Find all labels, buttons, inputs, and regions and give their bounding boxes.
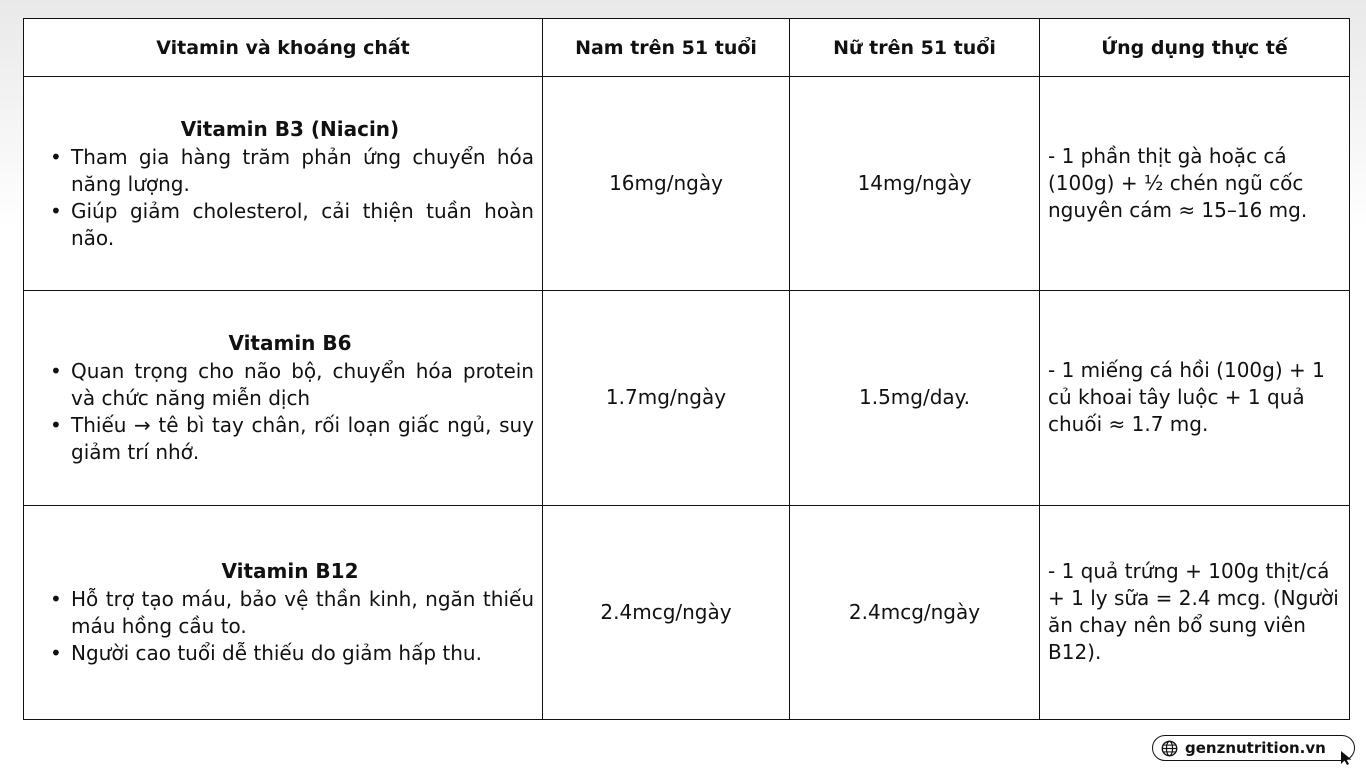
table-header-row (24, 19, 1350, 77)
vitamin-name: Vitamin B6 (228, 330, 352, 355)
application-text: - 1 phần thịt gà hoặc cá (100g) + ½ chén ngũ cốc nguyên cám ≈ 15–16 mg. (1040, 77, 1350, 291)
vitamin-cell (24, 77, 543, 291)
table-row (24, 77, 1350, 291)
vitamin-name: Vitamin B12 (221, 558, 359, 583)
application-text: - 1 quả trứng + 100g thịt/cá + 1 ly sữa = 2.4 mcg. (Người ăn chay nên bổ sung viên B12). (1040, 505, 1350, 719)
vitamin-points (46, 586, 534, 667)
male-value: 16mg/ngày (543, 77, 790, 291)
header-application: Ứng dụng thực tế (1040, 19, 1350, 77)
male-value: 2.4mcg/ngày (543, 505, 790, 719)
vitamin-point: • Tham gia hàng trăm phản ứng chuyển hóa năng lượng. (46, 144, 534, 198)
vitamin-point: • Hỗ trợ tạo máu, bảo vệ thần kinh, ngăn thiếu máu hồng cầu to. (46, 586, 534, 640)
vitamin-name: Vitamin B3 (Niacin) (180, 116, 400, 141)
vitamin-points (46, 144, 534, 252)
vitamin-point: • Thiếu → tê bì tay chân, rối loạn giấc ngủ, suy giảm trí nhớ. (46, 412, 534, 466)
female-value: 1.5mg/day. (790, 291, 1040, 505)
female-value: 2.4mcg/ngày (790, 505, 1040, 719)
male-value: 1.7mg/ngày (543, 291, 790, 505)
vitamin-points (46, 358, 534, 466)
website-url: genznutrition.vn (1185, 739, 1326, 757)
header-male: Nam trên 51 tuổi (543, 19, 790, 77)
globe-icon (1161, 740, 1178, 757)
vitamin-point: • Quan trọng cho não bộ, chuyển hóa protein và chức năng miễn dịch (46, 358, 534, 412)
vitamin-point: • Người cao tuổi dễ thiếu do giảm hấp thu. (46, 640, 534, 667)
vitamin-cell (24, 505, 543, 719)
vitamin-point: • Giúp giảm cholesterol, cải thiện tuần hoàn não. (46, 198, 534, 252)
header-female: Nữ trên 51 tuổi (790, 19, 1040, 77)
female-value: 14mg/ngày (790, 77, 1040, 291)
website-link[interactable] (1152, 735, 1355, 761)
header-vitamin: Vitamin và khoáng chất (24, 19, 543, 77)
cursor-icon (1340, 750, 1354, 766)
table-row (24, 505, 1350, 719)
vitamin-table (23, 18, 1350, 720)
vitamin-cell (24, 291, 543, 505)
application-text: - 1 miếng cá hồi (100g) + 1 củ khoai tây luộc + 1 quả chuối ≈ 1.7 mg. (1040, 291, 1350, 505)
table-row (24, 291, 1350, 505)
